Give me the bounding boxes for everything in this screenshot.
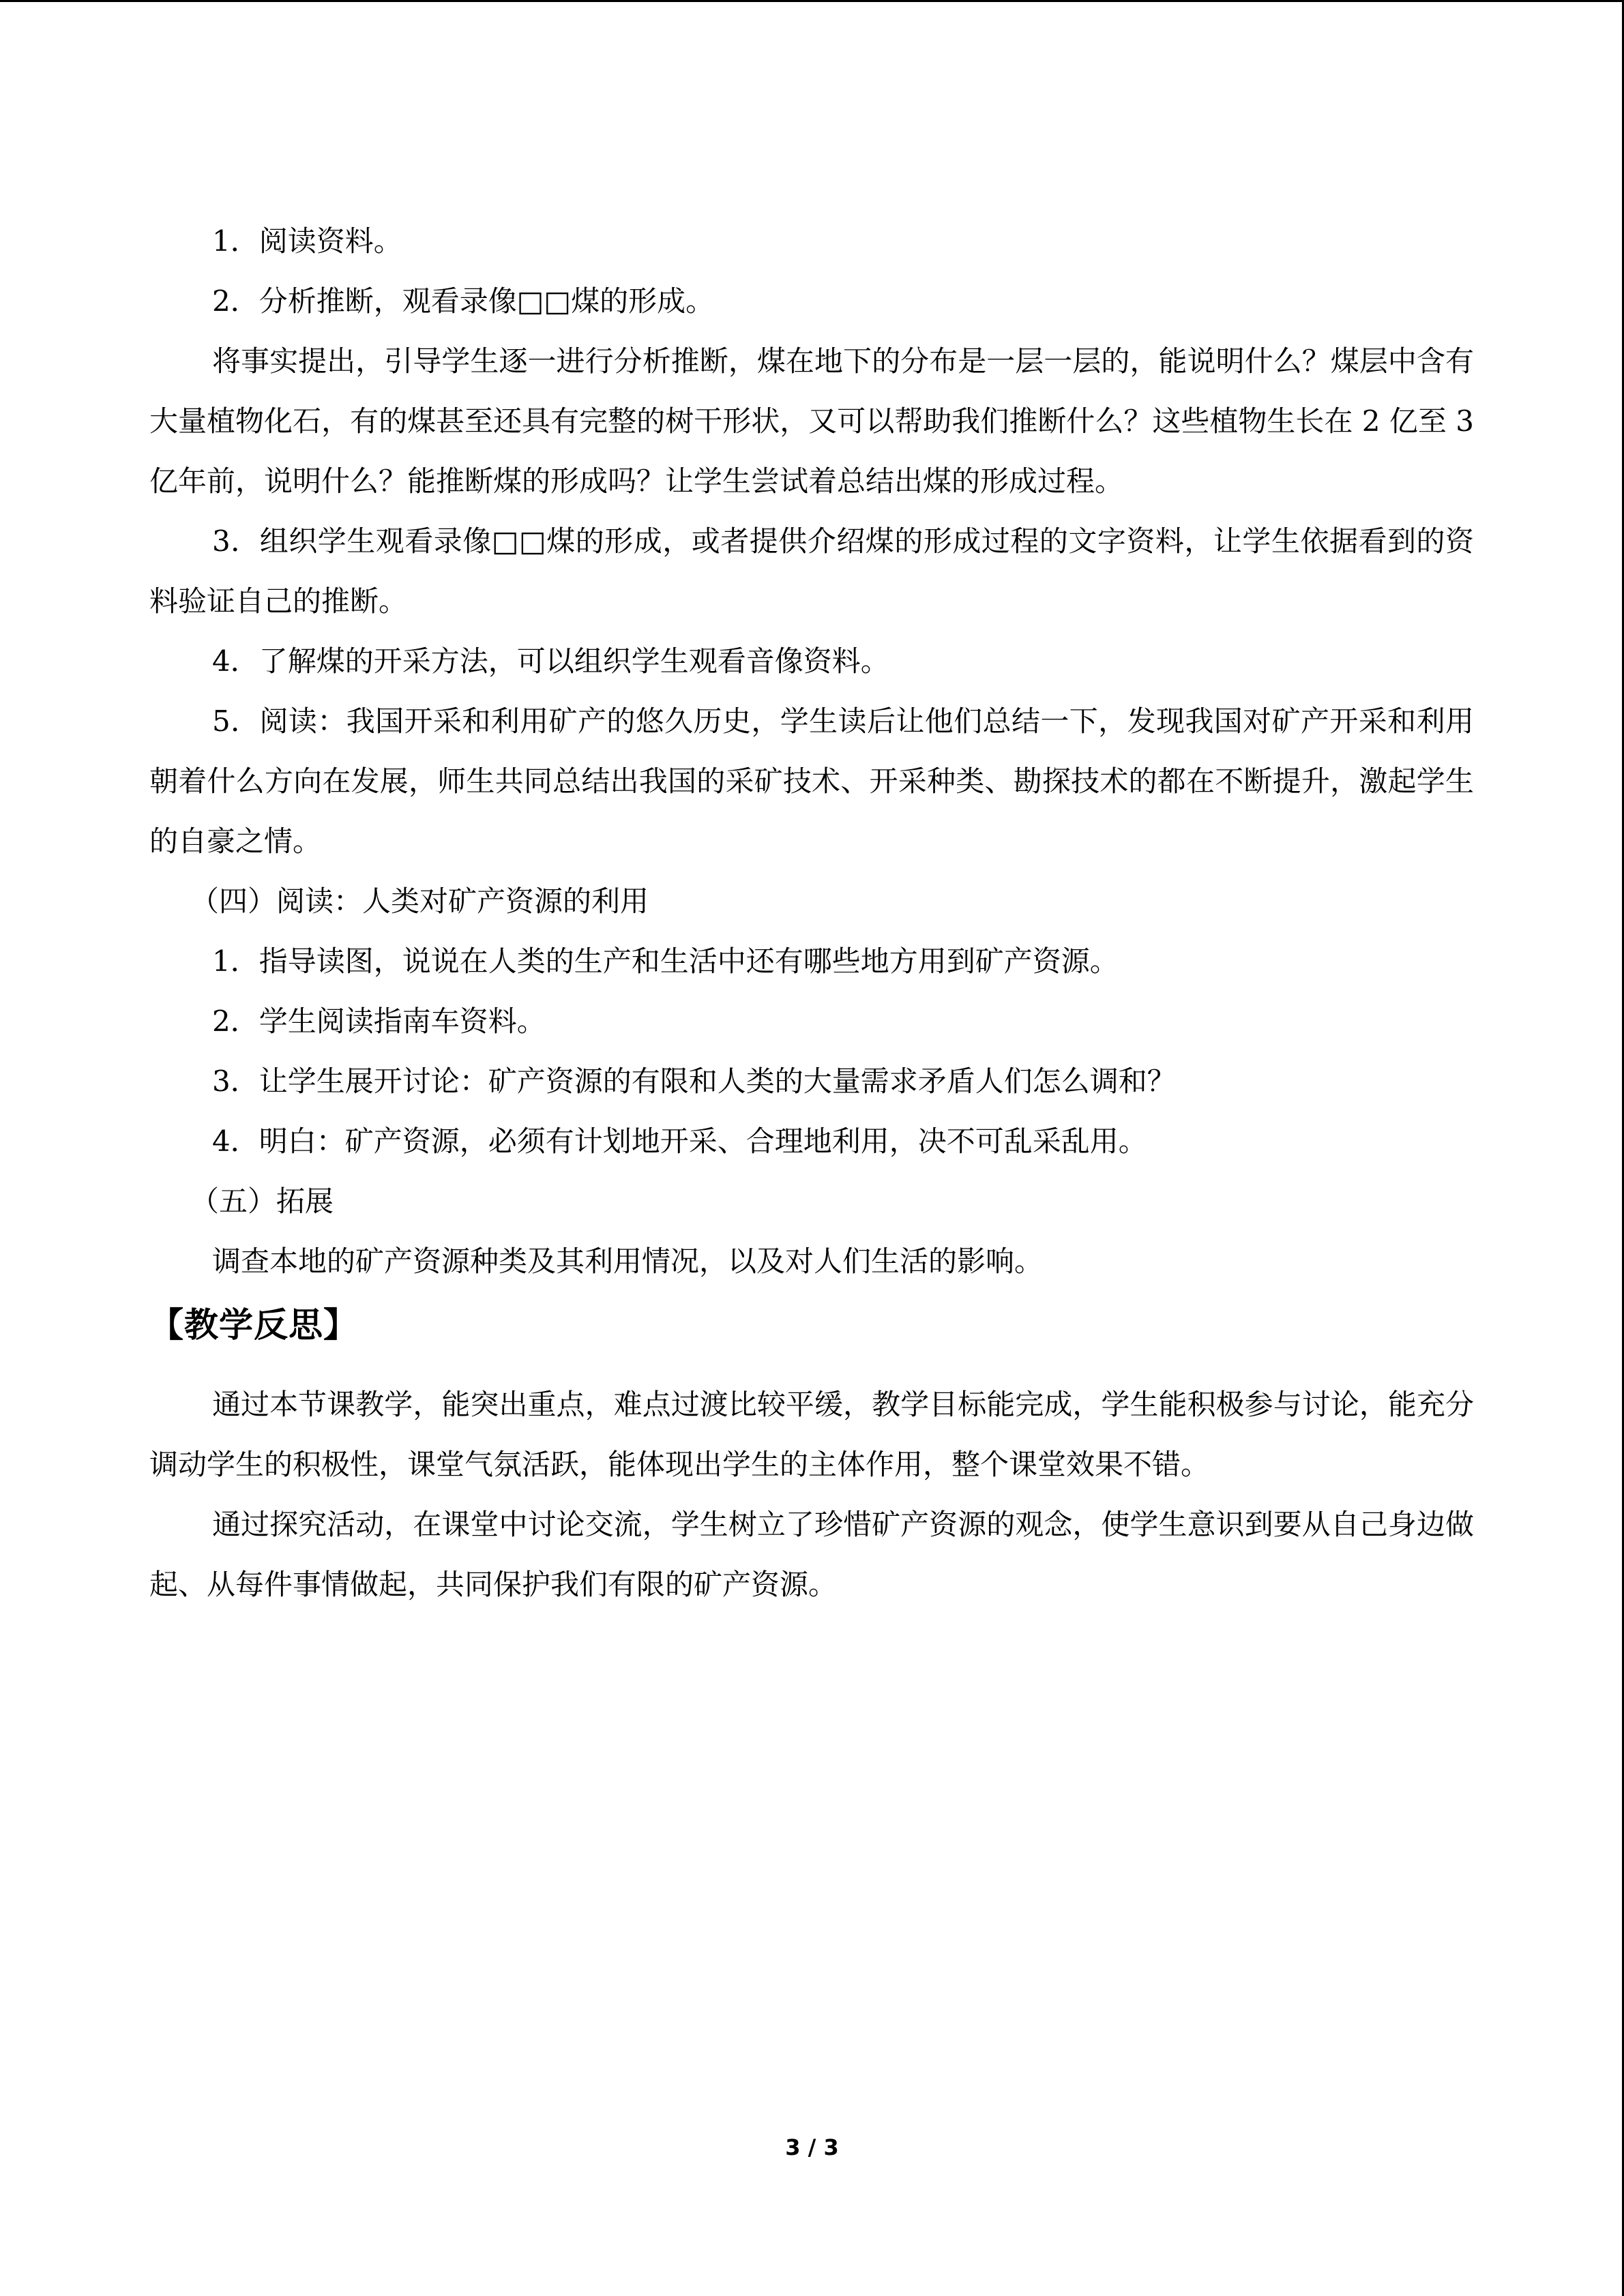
paragraph-extension: 调查本地的矿产资源种类及其利用情况，以及对人们生活的影响。: [212, 1244, 1044, 1278]
list-item-understand: 4．明白：矿产资源，必须有计划地开采、合理地利用，决不可乱采乱用。: [212, 1124, 1147, 1158]
paragraph-reflection-2: 通过探究活动，在课堂中讨论交流，学生树立了珍惜矿产资源的观念，使学生意识到要从自己身边做起、从每件事情做起，共同保护我们有限的矿产资源。: [149, 1508, 1474, 1601]
document-body: [149, 211, 1474, 1615]
list-item-read-compass: 2．学生阅读指南车资料。: [212, 1004, 546, 1038]
subheading-reading-usage: （四）阅读：人类对矿产资源的利用: [190, 884, 649, 918]
list-item-watch-video: 3．组织学生观看录像□□煤的形成，或者提供介绍煤的形成过程的文字资料，让学生依据看到的资料验证自己的推断。: [149, 524, 1474, 618]
list-item-discussion: 3．让学生展开讨论：矿产资源的有限和人类的大量需求矛盾人们怎么调和？: [212, 1064, 1176, 1098]
section-title-reflection: 【教学反思】: [149, 1305, 358, 1345]
list-item-read-figure: 1．指导读图，说说在人类的生产和生活中还有哪些地方用到矿产资源。: [212, 944, 1119, 978]
paragraph-reflection-1: 通过本节课教学，能突出重点，难点过渡比较平缓，教学目标能完成，学生能积极参与讨论，能充分调动学生的积极性，课堂气氛活跃，能体现出学生的主体作用，整个课堂效果不错。: [149, 1388, 1474, 1481]
list-item-mining-methods: 4．了解煤的开采方法，可以组织学生观看音像资料。: [212, 644, 889, 678]
list-item-read-materials: 1．阅读资料。: [212, 224, 402, 258]
paragraph-analysis: 将事实提出，引导学生逐一进行分析推断，煤在地下的分布是一层一层的，能说明什么？煤层中含有大量植物化石，有的煤甚至还具有完整的树干形状，又可以帮助我们推断什么？这些植物生长在 2 亿至 3 亿年前，说明什么？能推断煤的形成吗？让学生尝试着总结出煤的形成过程。: [149, 344, 1474, 498]
page-number: 3 / 3: [785, 2134, 839, 2160]
list-item-analyze-video: 2．分析推断，观看录像□□煤的形成。: [212, 284, 715, 318]
list-item-reading-history: 5．阅读：我国开采和利用矿产的悠久历史，学生读后让他们总结一下，发现我国对矿产开采和利用朝着什么方向在发展，师生共同总结出我国的采矿技术、开采种类、勘探技术的都在不断提升，激起学生的自豪之情。: [149, 704, 1474, 858]
subheading-extension: （五）拓展: [190, 1184, 334, 1218]
